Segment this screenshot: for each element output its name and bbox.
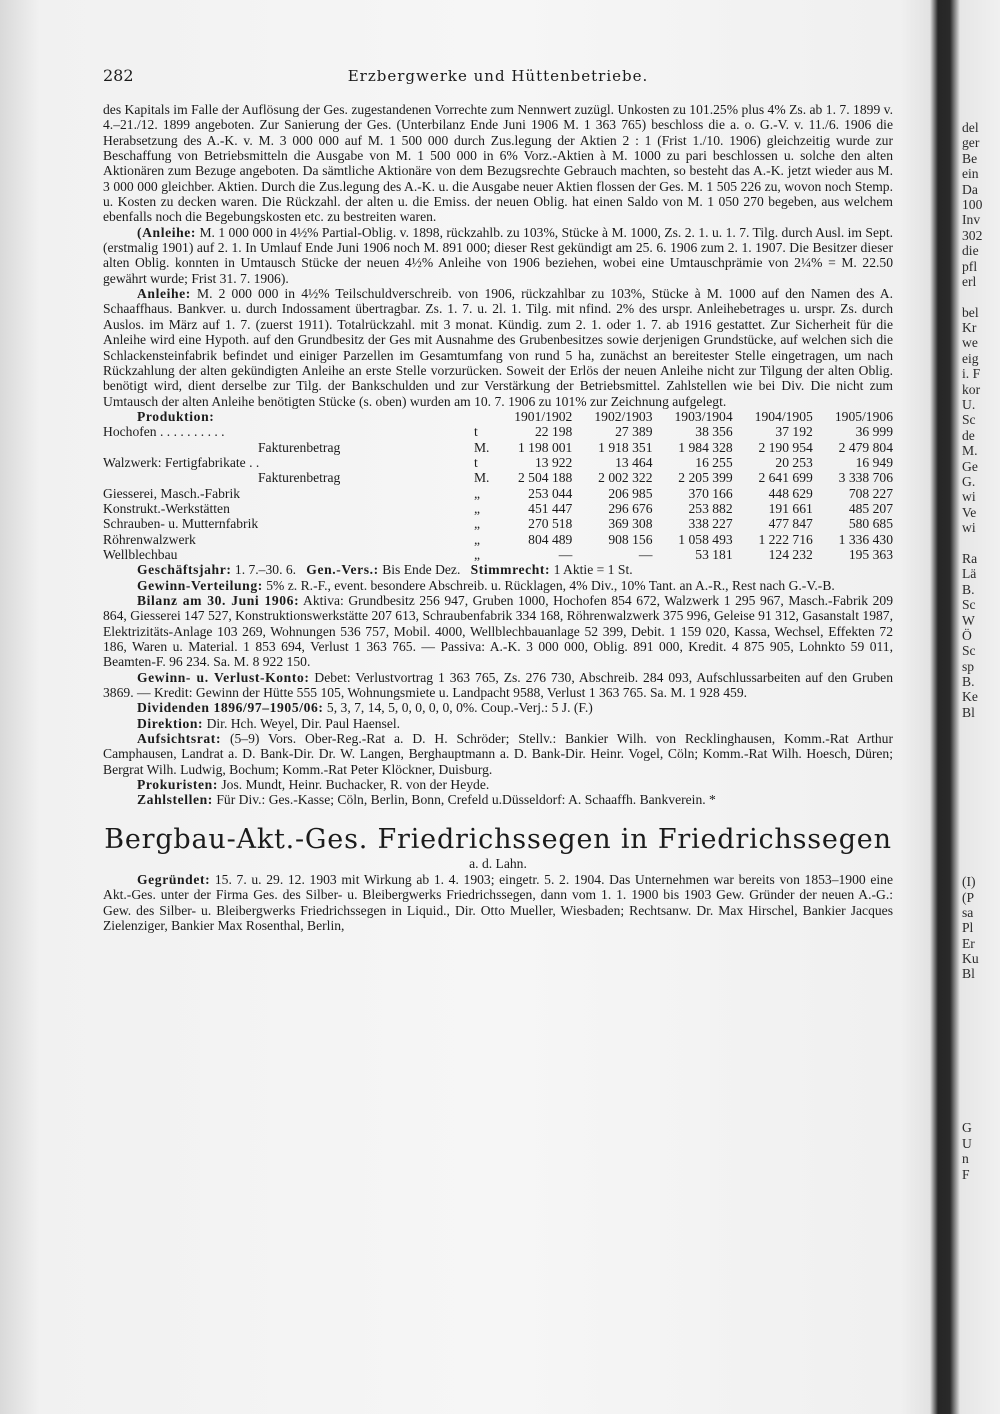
gewinn-verteilung-label: Gewinn-Verteilung: <box>137 577 263 593</box>
adjacent-page-fragment <box>962 982 1000 997</box>
adjacent-page-fragment <box>962 766 1000 781</box>
adjacent-page-fragment: kor <box>962 381 981 397</box>
adjacent-page-fragment <box>962 1074 1000 1089</box>
production-value-cell: 13 922 <box>534 454 573 470</box>
production-row-unit: „ <box>473 516 480 532</box>
adjacent-page-fragment <box>962 782 1000 797</box>
adjacent-page-fragment: n <box>962 1151 969 1167</box>
production-value-cell: 1 222 716 <box>758 531 813 547</box>
production-row-unit: t <box>473 454 478 470</box>
anleihe-1898-text: M. 1 000 000 in 4½% Partial-Oblig. v. 1898, rückzahlb. zu 103%, Stücke à M. 1000, Zs. 2. 1. u. 1. 7. Tilg. durch Ausl. im Sept. (erstmalig 1901) auf 2. 1. In Umlauf Ende Juni 1906 noch M. 891 000; dieser Rest gekündigt am 25. 6. 1906 zum 2. 1. 1907. Die Besitzer dieser alten Oblig. konnten in Umtausch Stücke der neuen 4½% Anleihe von 1906 beziehen, wobei eine Umtauschprämie von 2¼% = M. 22.50 gewährt wurde; Frist 31. 7. 1906). <box>103 224 893 286</box>
adjacent-page-fragment: M. <box>962 443 978 459</box>
direktion-paragraph <box>103 716 893 731</box>
production-row-label: Röhrenwalzwerk <box>103 531 196 547</box>
production-value-cell: — <box>558 546 573 562</box>
gewinn-verlust-label: Gewinn- u. Verlust-Konto: <box>137 669 310 685</box>
production-row <box>103 455 893 470</box>
adjacent-page-fragment: bel <box>962 304 979 320</box>
production-value-cell: 2 002 322 <box>598 470 653 486</box>
prokuristen-text: Jos. Mundt, Heinr. Buchacker, R. von der Heyde. <box>221 777 490 793</box>
adjacent-page-fragment <box>962 843 1000 858</box>
anleihe-1898-paragraph <box>103 225 893 286</box>
adjacent-page-fragment <box>962 1028 1000 1043</box>
production-row-label: Giesserei, Masch.-Fabrik <box>103 485 241 501</box>
stimmrecht-label: Stimmrecht: <box>470 562 551 578</box>
aufsichtsrat-paragraph <box>103 731 893 777</box>
adjacent-page-fragment: de <box>962 427 975 443</box>
production-row <box>103 440 893 455</box>
bilanz-label: Bilanz am 30. Juni 1906: <box>137 593 300 608</box>
production-row-label: Fakturenbetrag <box>258 439 341 455</box>
production-value-cell: 369 308 <box>608 516 653 532</box>
geschaeftsjahr-label: Geschäftsjahr: <box>137 562 232 578</box>
direktion-text: Dir. Hch. Weyel, Dir. Paul Haensel. <box>206 715 401 731</box>
production-value-cell: 580 685 <box>848 516 893 532</box>
company-subheading: a. d. Lahn. <box>469 855 527 871</box>
adjacent-page-fragment <box>962 1090 1000 1105</box>
adjacent-page-fragment: U. <box>962 397 976 413</box>
production-value-cell: 13 464 <box>615 454 653 470</box>
adjacent-page-fragment: del <box>962 120 979 135</box>
production-value-cell: 448 629 <box>768 485 813 501</box>
bilanz-text: Aktiva: Grundbesitz 256 947, Gruben 1000, Hochofen 854 672, Walzwerk 1 295 967, Masch.-Fabrik 209 864, Giesserei 147 527, Konstruktionswerkstätte 207 613, Schraubenfabrik 334 168, Röhrenwalzwerk 375 996, Geleise 91 312, Gasanstalt 1987, Elektrizitäts-Anlage 103 269, Wohnungen 536 757, Mobil. 4000, Wellblechbauanlage 52 399, Debit. 1 159 020, Kassa, Wechsel, Effekten 72 186, Waren u. Material. 1 853 694, Verlust 1 363 765. — Passiva: A.-K. 3 000 000, Oblig. 891 000, Kredit. 4 875 905, Lohnkto 59 011, Beamten-F. 96 234. Sa. M. 8 922 150. <box>103 593 894 670</box>
adjacent-page-fragment: 100 <box>962 196 983 212</box>
production-value-cell: 1 058 493 <box>678 531 733 547</box>
production-value-cell: 708 227 <box>848 485 893 501</box>
production-value-cell: 253 882 <box>688 500 733 516</box>
year-header: 1902/1903 <box>594 408 653 424</box>
production-row-label: Konstrukt.-Werkstätten <box>103 500 230 516</box>
adjacent-page-fragment: Sc <box>962 643 976 659</box>
production-table <box>103 409 893 562</box>
adjacent-page-fragment: G <box>962 1120 972 1136</box>
gewinn-verlust-paragraph <box>103 670 893 701</box>
production-row-label: Fakturenbetrag <box>258 470 341 486</box>
adjacent-page-fragment: Ge <box>962 458 978 474</box>
aufsichtsrat-label: Aufsichtsrat: <box>137 731 222 747</box>
zahlstellen-text: Für Div.: Ges.-Kasse; Cöln, Berlin, Bonn, Crefeld u.Düsseldorf: A. Schaaffh. Bankverein. * <box>216 792 716 808</box>
production-value-cell: 477 847 <box>768 516 813 532</box>
production-row <box>103 470 893 485</box>
production-row <box>103 424 893 439</box>
adjacent-page-fragment: we <box>962 335 978 351</box>
production-value-cell: 16 255 <box>695 454 733 470</box>
adjacent-page-fragment: Kr <box>962 320 977 336</box>
adjacent-page-fragment <box>962 813 1000 828</box>
adjacent-page-fragment: F <box>962 1166 970 1182</box>
production-value-cell: 1 918 351 <box>598 439 653 455</box>
year-header: 1905/1906 <box>834 408 893 424</box>
production-value-cell: 191 661 <box>768 500 813 516</box>
production-value-cell: 27 389 <box>615 424 653 440</box>
adjacent-page-fragment: ger <box>962 135 980 151</box>
adjacent-page-column <box>962 120 1000 1182</box>
production-value-cell: 270 518 <box>528 516 573 532</box>
gen-vers-label: Gen.-Vers.: <box>306 562 379 578</box>
adjacent-page-fragment: Be <box>962 150 978 166</box>
adjacent-page-fragment: Sc <box>962 412 976 428</box>
adjacent-page-fragment: erl <box>962 273 977 289</box>
adjacent-page-fragment <box>962 736 1000 751</box>
stimmrecht-value: 1 Aktie = 1 St. <box>553 562 633 578</box>
adjacent-page-fragment: Lä <box>962 566 977 582</box>
prokuristen-label: Prokuristen: <box>137 777 218 793</box>
production-value-cell: 37 192 <box>775 424 813 440</box>
anleihe-1906-text: M. 2 000 000 in 4½% Teilschuldverschreib. von 1906, rückzahlbar zu 103%, Stücke à M. 1000 auf den Namen des A. Schaaffhaus. Bankver. u. durch Indossament übertragbar. Zs. 1. 7. u. 2l. 1. Tilg. mit nfind. 2% des urspr. Anleihebetrages u. urspr. Zs. durch Auslos. im März auf 1. 7. (zuerst 1911). Totalrückzahl. mit 3 monat. Kündig. zum 2. 1. oder 1. 7. ab 1916 gestattet. Zur Sicherheit für die Anleihe wird eine Hypoth. auf den Grundbesitz der Ges mit Ausnahme des Grubenbesitzes sowie derjenigen Grundstücke, auf welchen sich die Schlackensteinfabrik befindet und einiger Parzellen im Gesamtumfang von rund 5 ha, zunächst an bereitester Stelle eingetragen, um nach Rückzahlung der alten gekündigten Anleihe an erste Stelle vorzurücken. Soweit der Erlös der neuen Anleihe nicht zur Tilgung der alten Oblig. benötigt wird, dient derselbe zur Tilg. der Bankschulden und zur Verstärkung der Betriebsmittel. Zahlstellen wie bei Div. Die nicht zum Umtausch der alten Anleihe benötigten Stücke (s. oben) wurden am 10. 7. 1906 zu 101% zur Zeichnung aufgelegt. <box>103 286 893 409</box>
adjacent-page-fragment: B. <box>962 581 975 597</box>
year-header: 1904/1905 <box>754 408 813 424</box>
adjacent-page-fragment: eig <box>962 350 979 366</box>
production-value-cell: — <box>638 546 653 562</box>
production-value-cell: 38 356 <box>695 424 733 440</box>
running-title: Erzbergwerke und Hüttenbetriebe. <box>347 67 649 85</box>
adjacent-page-fragment: Ra <box>962 550 978 566</box>
production-row-label: Hochofen . . . . . . . . . . <box>103 424 225 440</box>
production-row-label: Wellblechbau <box>103 546 178 562</box>
adjacent-page-fragment: i. F <box>962 366 981 382</box>
production-value-cell: 1 984 328 <box>678 439 733 455</box>
production-row <box>103 501 893 516</box>
adjacent-page-fragment: Pl <box>962 920 974 936</box>
production-row-label: Walzwerk: Fertigfabrikate . . <box>103 454 260 470</box>
production-value-cell: 124 232 <box>768 546 813 562</box>
adjacent-page-fragment: (P <box>962 889 975 905</box>
production-value-cell: 338 227 <box>688 516 733 532</box>
production-value-cell: 2 641 699 <box>758 470 813 486</box>
anleihe-1906-label: Anleihe: <box>137 286 191 302</box>
adjacent-page-fragment: sa <box>962 904 974 920</box>
production-row <box>103 532 893 547</box>
production-value-cell: 451 447 <box>528 500 573 516</box>
running-header <box>103 66 893 92</box>
adjacent-page-fragment: wi <box>962 520 976 536</box>
adjacent-page-fragment: Er <box>962 935 975 951</box>
production-row <box>103 516 893 531</box>
production-row-unit: „ <box>473 500 480 516</box>
gewinn-verlust-text: Debet: Verlustvortrag 1 363 765, Zs. 276 730, Abschreib. 284 093, Aufschlussarbeiten auf den Gruben 3869. — Kredit: Gewinn der Hütte 555 105, Wohnungsmiete u. Landpacht 9588, Verlust 1 363 765. Sa. M. 1 928 459. <box>103 669 893 701</box>
adjacent-page-fragment <box>962 1013 1000 1028</box>
company-heading: Bergbau-Akt.-Ges. Friedrichssegen in Friedrichssegen <box>104 823 892 855</box>
adjacent-page-fragment <box>962 859 1000 874</box>
production-value-cell: 2 504 188 <box>517 470 573 486</box>
production-value-cell: 2 190 954 <box>758 439 813 455</box>
adjacent-page-fragment <box>962 797 1000 812</box>
production-header-row <box>103 409 893 424</box>
gen-vers-value: Bis Ende Dez. <box>382 562 461 578</box>
production-value-cell: 53 181 <box>695 546 733 562</box>
direktion-label: Direktion: <box>137 715 204 731</box>
adjacent-page-fragment: Ö <box>962 627 972 643</box>
production-value-cell: 16 949 <box>855 454 893 470</box>
adjacent-page-fragment <box>962 751 1000 766</box>
production-row-unit: „ <box>473 531 480 547</box>
production-row <box>103 486 893 501</box>
zahlstellen-label: Zahlstellen: <box>137 792 213 808</box>
production-value-cell: 908 156 <box>608 531 653 547</box>
anleihe-1898-label: (Anleihe: <box>137 224 197 240</box>
zahlstellen-paragraph <box>103 792 893 807</box>
meeting-info-line <box>103 562 893 577</box>
adjacent-page-fragment: Da <box>962 181 978 197</box>
production-row-unit: „ <box>473 546 480 562</box>
gegruendet-text: 15. 7. u. 29. 12. 1903 mit Wirkung ab 1. 4. 1903; eingetr. 5. 2. 1904. Das Unternehmen war bereits von 1853–1900 eine Akt.-Ges. unter der Firma Ges. des Silber- u. Bleibergwerks Friedrichssegen, dann vom 1. 1. 1900 bis 1903 Gew. Gründer der neuen A.-G.: Gew. des Silber- u. Bleibergwerks Friedrichssegen in Liquid., Dir. Otto Mueller, Wiesbaden; Rechtsanw. Dr. Max Hirschel, Bankier Jacques Zielenziger, Bankier Max Rosenthal, Berlin, <box>103 871 893 933</box>
production-value-cell: 370 166 <box>688 485 733 501</box>
adjacent-page-fragment: pfl <box>962 258 978 274</box>
adjacent-page-fragment: W <box>962 612 975 628</box>
aufsichtsrat-text: (5–9) Vors. Ober-Reg.-Rat a. D. H. Schröder; Stellv.: Bankier Wilh. von Recklinghausen, Komm.-Rat Arthur Camphausen, Landrat a. D. Bank-Dir. Dr. W. Langen, Berghauptmann a. D. Bank-Dir. Heinr. Vogel, Cöln; Komm.-Rat Wilh. Hoesch, Düren; Bergrat Wilh. Ludwig, Bochum; Komm.-Rat Peter Klöckner, Duisburg. <box>103 731 893 777</box>
adjacent-page-fragment <box>962 828 1000 843</box>
adjacent-page-fragment <box>962 997 1000 1012</box>
gegruendet-label: Gegründet: <box>137 871 211 887</box>
adjacent-page-fragment: die <box>962 243 979 259</box>
adjacent-page-fragment <box>962 1059 1000 1074</box>
production-row-unit: M. <box>473 439 490 455</box>
dividenden-text: 5, 3, 7, 14, 5, 0, 0, 0, 0, 0%. Coup.-Verj.: 5 J. (F.) <box>326 700 593 716</box>
production-value-cell: 2 205 399 <box>678 470 733 486</box>
adjacent-page-fragment <box>962 1043 1000 1058</box>
dividenden-label: Dividenden 1896/97–1905/06: <box>137 700 324 716</box>
page-body <box>103 102 893 933</box>
geschaeftsjahr-value: 1. 7.–30. 6. <box>234 562 297 578</box>
adjacent-page-fragment: sp <box>962 658 975 674</box>
production-row-unit: t <box>473 424 478 440</box>
gewinn-verteilung-paragraph <box>103 578 893 593</box>
year-header: 1903/1904 <box>674 408 733 424</box>
production-value-cell: 485 207 <box>848 500 893 516</box>
adjacent-page-fragment: ein <box>962 166 979 182</box>
adjacent-page-fragment: 302 <box>962 227 983 243</box>
adjacent-page-fragment <box>962 289 1000 304</box>
production-value-cell: 22 198 <box>534 424 573 440</box>
adjacent-page-fragment <box>962 1105 1000 1120</box>
production-value-cell: 195 363 <box>848 546 893 562</box>
adjacent-page-fragment: Inv <box>962 212 981 228</box>
adjacent-page-fragment: G. <box>962 473 976 489</box>
year-header: 1901/1902 <box>514 408 573 424</box>
page <box>103 66 893 933</box>
production-value-cell: 206 985 <box>608 485 653 501</box>
production-value-cell: 3 338 706 <box>838 470 893 486</box>
production-value-cell: 1 198 001 <box>517 439 573 455</box>
adjacent-page-fragment <box>962 536 1000 551</box>
production-value-cell: 20 253 <box>775 454 813 470</box>
production-row-unit: „ <box>473 485 480 501</box>
adjacent-page-fragment: Ve <box>962 504 977 520</box>
adjacent-page-fragment: wi <box>962 489 976 505</box>
gegruendet-paragraph <box>103 872 893 933</box>
adjacent-page-fragment: Ke <box>962 689 978 705</box>
adjacent-page-fragment <box>962 720 1000 735</box>
bilanz-paragraph <box>103 593 893 670</box>
production-row-label: Schrauben- u. Mutternfabrik <box>103 516 259 532</box>
production-value-cell: 296 676 <box>608 500 653 516</box>
adjacent-page-fragment: Bl <box>962 704 975 720</box>
page-number: 282 <box>103 66 134 85</box>
adjacent-page-fragment: Sc <box>962 597 976 613</box>
adjacent-page-fragment: U <box>962 1135 972 1151</box>
adjacent-page-fragment: B. <box>962 674 975 690</box>
anleihe-1906-paragraph <box>103 286 893 409</box>
production-value-cell: 1 336 430 <box>838 531 893 547</box>
production-value-cell: 36 999 <box>855 424 893 440</box>
production-row <box>103 547 893 562</box>
adjacent-page-fragment: (I) <box>962 874 976 890</box>
production-label: Produktion: <box>137 408 215 424</box>
production-row-unit: M. <box>473 470 490 486</box>
prokuristen-paragraph <box>103 777 893 792</box>
adjacent-page-fragment: Bl <box>962 966 975 982</box>
production-value-cell: 2 479 804 <box>838 439 893 455</box>
dividenden-paragraph <box>103 700 893 715</box>
production-value-cell: 804 489 <box>528 531 573 547</box>
adjacent-page-fragment: Ku <box>962 951 979 967</box>
gewinn-verteilung-text: 5% z. R.-F., event. besondere Abschreib. u. Rücklagen, 4% Div., 10% Tant. an A.-R., Rest nach G.-V.-B. <box>266 577 835 593</box>
intro-paragraph: des Kapitals im Falle der Auflösung der Ges. zugestandenen Vorrechte zum Nennwert zuzügl. Unkosten zu 101.25% plus 4% Zs. ab 1. 7. 1899 v. 4.–21./12. 1899 angeboten. Zur Sanierung der Ges. (Unterbilanz Ende Juni 1906 M. 1 363 765) beschloss die a. o. G.-V. v. 11./6. 1906 die Herabsetzung des A.-K. v. M. 3 000 000 auf M. 1 500 000 durch Zus.legung der Aktien 2 : 1 (Frist 1./10. 1906) gleichzeitig wurde zur Beschaffung von Betriebsmitteln die Ausgabe von M. 1 500 000 in 6% Vorz.-Aktien à M. 1000 zu pari beschlossen u. solche den alten Aktionären zum Bezuge angeboten. Da sämtliche Aktionäre von dem Bezugsrechte Gebrauch machten, so besteht das A.-K. jetzt wieder aus M. 3 000 000 gleichber. Aktien. Durch die Zus.legung des A.-K. u. die Ausgabe neuer Aktien flossen der Ges. M. 1 505 226 zu, wovon noch Stemp. u. Kosten zu decken waren. Die Rückzahl. der alten u. die Emiss. der neuen Oblig. hat einen Saldo von M. 1 050 270 begeben, aus welchem ebenfalls noch die Begebungskosten etc. zu bestreiten waren. <box>103 102 893 225</box>
production-value-cell: 253 044 <box>528 485 573 501</box>
